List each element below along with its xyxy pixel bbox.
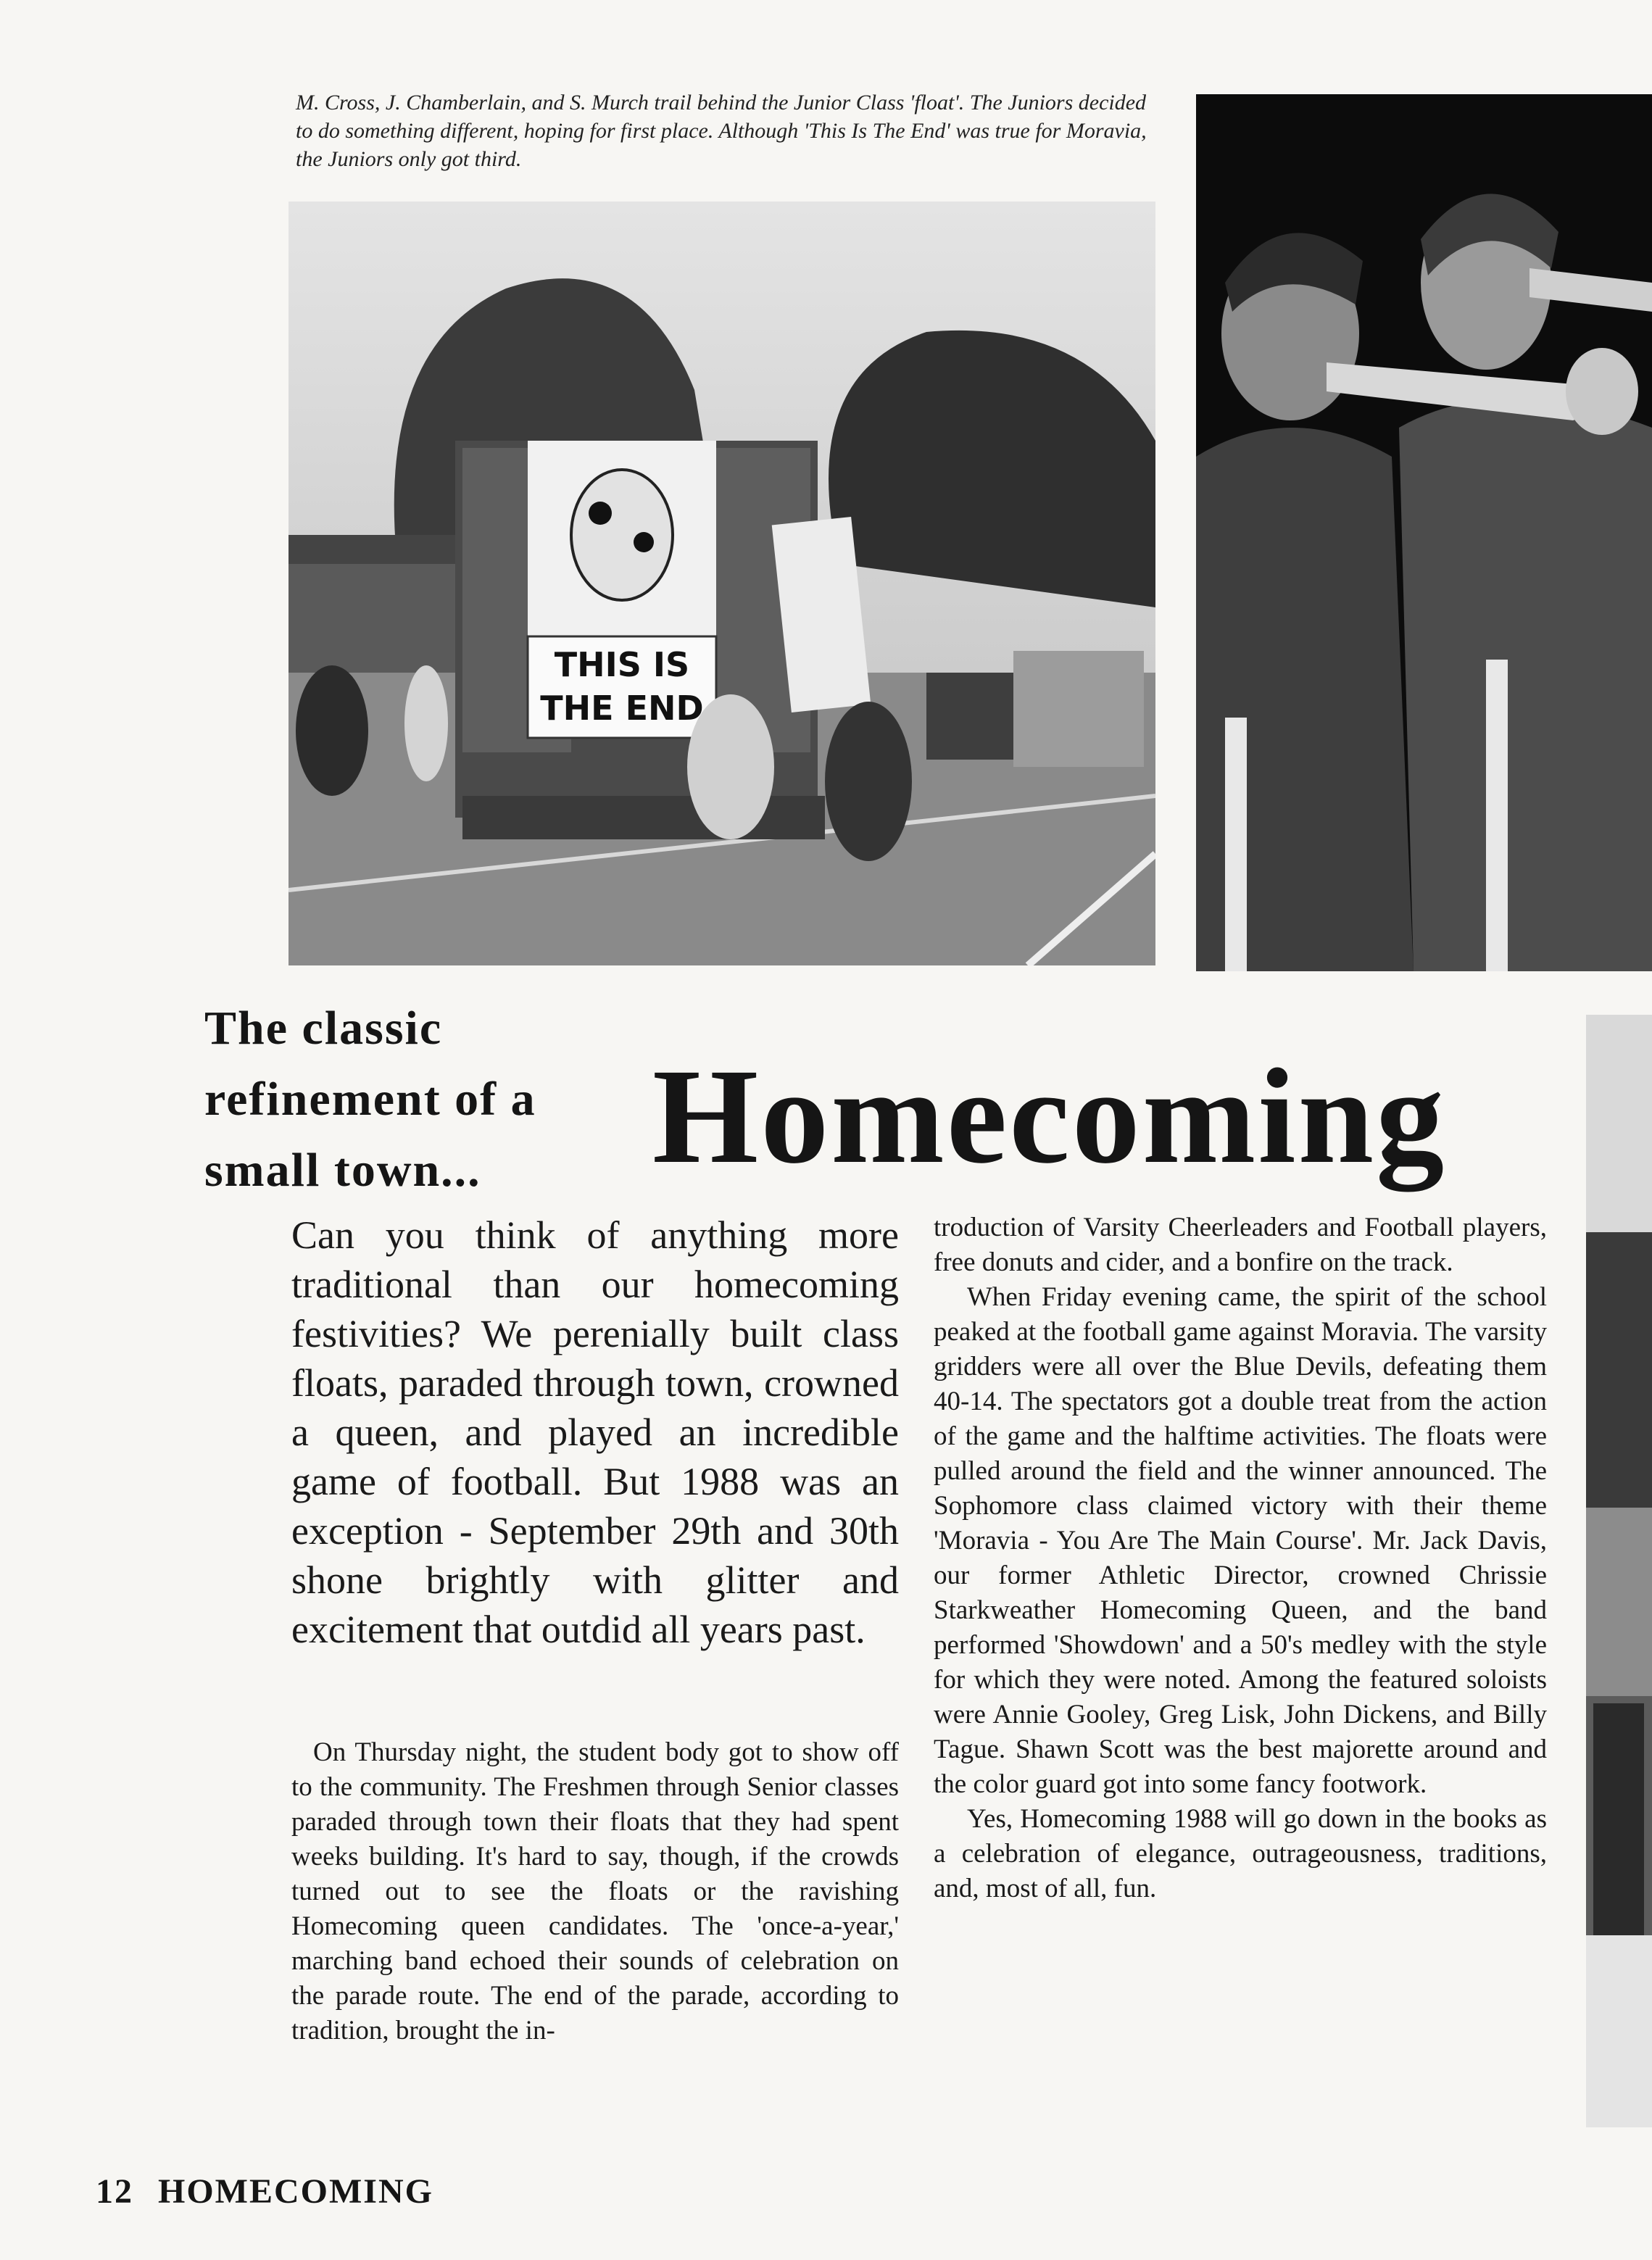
parade-float-photo — [289, 202, 1155, 965]
article-column-2 — [934, 1210, 1547, 1906]
article-paragraph-3: When Friday evening came, the spirit of the school peaked at the football game against Moravia. The varsity gridders were all over the Blue Devils, defeating them 40-14. The spectators got a double treat from the action of the game and the halftime activities. The floats were pulled around the field and the winner announced. The Sophomore class claimed victory with their theme 'Moravia - You Are The Main Course'. Mr. Jack Davis, our former Athletic Director, crowned Chrissie Starkweather Homecoming Queen, and the band performed 'Showdown' and a 50's medley with the style for which they were noted. Among the featured soloists were Annie Gooley, Greg Lisk, John Dickens, and Billy Tague. Shawn Scott was the best majorette around and the color guard got into some fancy footwork. — [934, 1282, 1547, 1799]
photo-caption: M. Cross, J. Chamberlain, and S. Murch trail behind the Junior Class 'float'. The Juniors decided to do something different, hoping for first place. Although 'This Is The End' was true for Moravia, the Juniors only got third. — [296, 91, 1147, 171]
cropped-edge-photo — [1586, 1015, 1652, 2127]
article-lead: Can you think of anything more traditional than our homecoming festivities? We perenially built class floats, paraded through town, crowned a queen, and played an incredible game of football. But 1988 was an exception - September 29th and 30th shone brightly with glitter and excitement that outdid all years past. — [291, 1213, 899, 1651]
article-paragraph-4: Yes, Homecoming 1988 will go down in the books as a celebration of elegance, outrageousness, traditions, and, most of all, fun. — [934, 1804, 1547, 1903]
section-name: HOMECOMING — [158, 2172, 433, 2211]
page-number: 12 — [96, 2172, 133, 2211]
headline-title: Homecoming — [652, 1040, 1447, 1192]
trumpet-players-photo — [1196, 94, 1652, 971]
float-banner-line1: THIS IS — [554, 645, 690, 684]
headline-subtitle: The classic refinement of a small town... — [204, 1002, 536, 1197]
article-paragraph-2-continued: troduction of Varsity Cheerleaders and Football players, free donuts and cider, and a bonfire on the track. — [934, 1213, 1547, 1277]
page-footer — [96, 2172, 458, 2211]
float-banner-line2: THE END — [540, 689, 704, 728]
article-paragraph-2: On Thursday night, the student body got to show off to the community. The Freshmen through Senior classes paraded through town their floats that they had spent weeks building. It's hard to say, though, if the crowds turned out to see the floats or the ravishing Homecoming queen candidates. The 'once-a-year,' marching band echoed their sounds of celebration on the parade route. The end of the parade, according to tradition, brought the in- — [291, 1737, 899, 2045]
